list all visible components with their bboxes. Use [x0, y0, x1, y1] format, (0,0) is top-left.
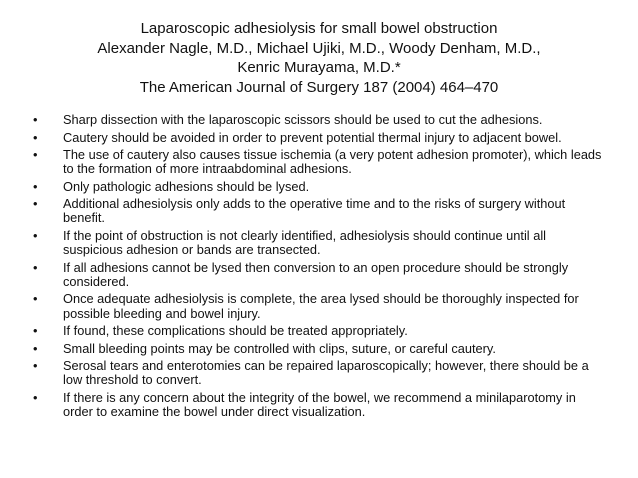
bullet-text: The use of cautery also causes tissue ischemia (a very potent adhesion promoter), which leads to the formation of more intraabdominal adhesions. — [63, 147, 602, 177]
bullet-text: If there is any concern about the integrity of the bowel, we recommend a minilaparotomy in order to examine the bowel under direct visualization. — [63, 389, 576, 419]
slide-header — [0, 19, 638, 97]
bullet-icon: • — [33, 340, 38, 356]
bullet-icon: • — [33, 196, 38, 212]
bullet-icon: • — [33, 178, 38, 194]
bullet-item — [33, 342, 608, 356]
bullet-item — [33, 391, 608, 419]
journal-citation: The American Journal of Surgery 187 (2004) 464–470 — [139, 78, 499, 96]
bullet-text: Only pathologic adhesions should be lysed. — [63, 178, 310, 194]
bullet-text: If all adhesions cannot be lysed then conversion to an open procedure should be strongly considered. — [63, 259, 569, 289]
bullet-icon: • — [33, 129, 38, 145]
bullet-item — [33, 148, 608, 176]
bullet-item — [33, 197, 608, 225]
bullet-icon: • — [33, 259, 38, 275]
authors-line-2: Kenric Murayama, M.D.* — [237, 59, 401, 76]
bullet-text: Once adequate adhesiolysis is complete, the area lysed should be thoroughly inspected for possible bleeding and bowel injury. — [63, 291, 579, 321]
bullet-text: If found, these complications should be treated appropriately. — [63, 323, 408, 339]
bullet-text: If the point of obstruction is not clearly identified, adhesiolysis should continue until all suspicious adhesion or bands are transected. — [63, 227, 547, 258]
bullet-item — [33, 292, 608, 320]
bullet-item — [33, 180, 608, 194]
bullet-list — [33, 113, 608, 422]
bullet-item — [33, 131, 608, 145]
authors-line-1: Alexander Nagle, M.D., Michael Ujiki, M.D., Woody Denham, M.D., — [97, 39, 541, 57]
bullet-item — [33, 324, 608, 338]
bullet-icon: • — [33, 147, 38, 162]
bullet-item — [33, 261, 608, 289]
bullet-icon: • — [33, 227, 38, 243]
bullet-icon: • — [33, 358, 38, 374]
article-title: Laparoscopic adhesiolysis for small bowel obstruction — [140, 20, 498, 37]
bullet-text: Serosal tears and enterotomies can be repaired laparoscopically; however, there should be a low threshold to convert. — [63, 358, 589, 388]
bullet-item — [33, 113, 608, 127]
bullet-text: Sharp dissection with the laparoscopic scissors should be used to cut the adhesions. — [63, 112, 543, 127]
bullet-item — [33, 229, 608, 257]
bullet-icon: • — [33, 389, 38, 405]
bullet-text: Additional adhesiolysis only adds to the operative time and to the risks of surgery without benefit. — [63, 196, 566, 226]
bullet-text: Cautery should be avoided in order to prevent potential thermal injury to adjacent bowel. — [63, 129, 562, 145]
bullet-icon: • — [33, 291, 38, 307]
bullet-text: Small bleeding points may be controlled with clips, suture, or careful cautery. — [63, 340, 496, 356]
bullet-item — [33, 359, 608, 387]
bullet-icon: • — [33, 323, 38, 339]
bullet-icon: • — [33, 112, 38, 127]
